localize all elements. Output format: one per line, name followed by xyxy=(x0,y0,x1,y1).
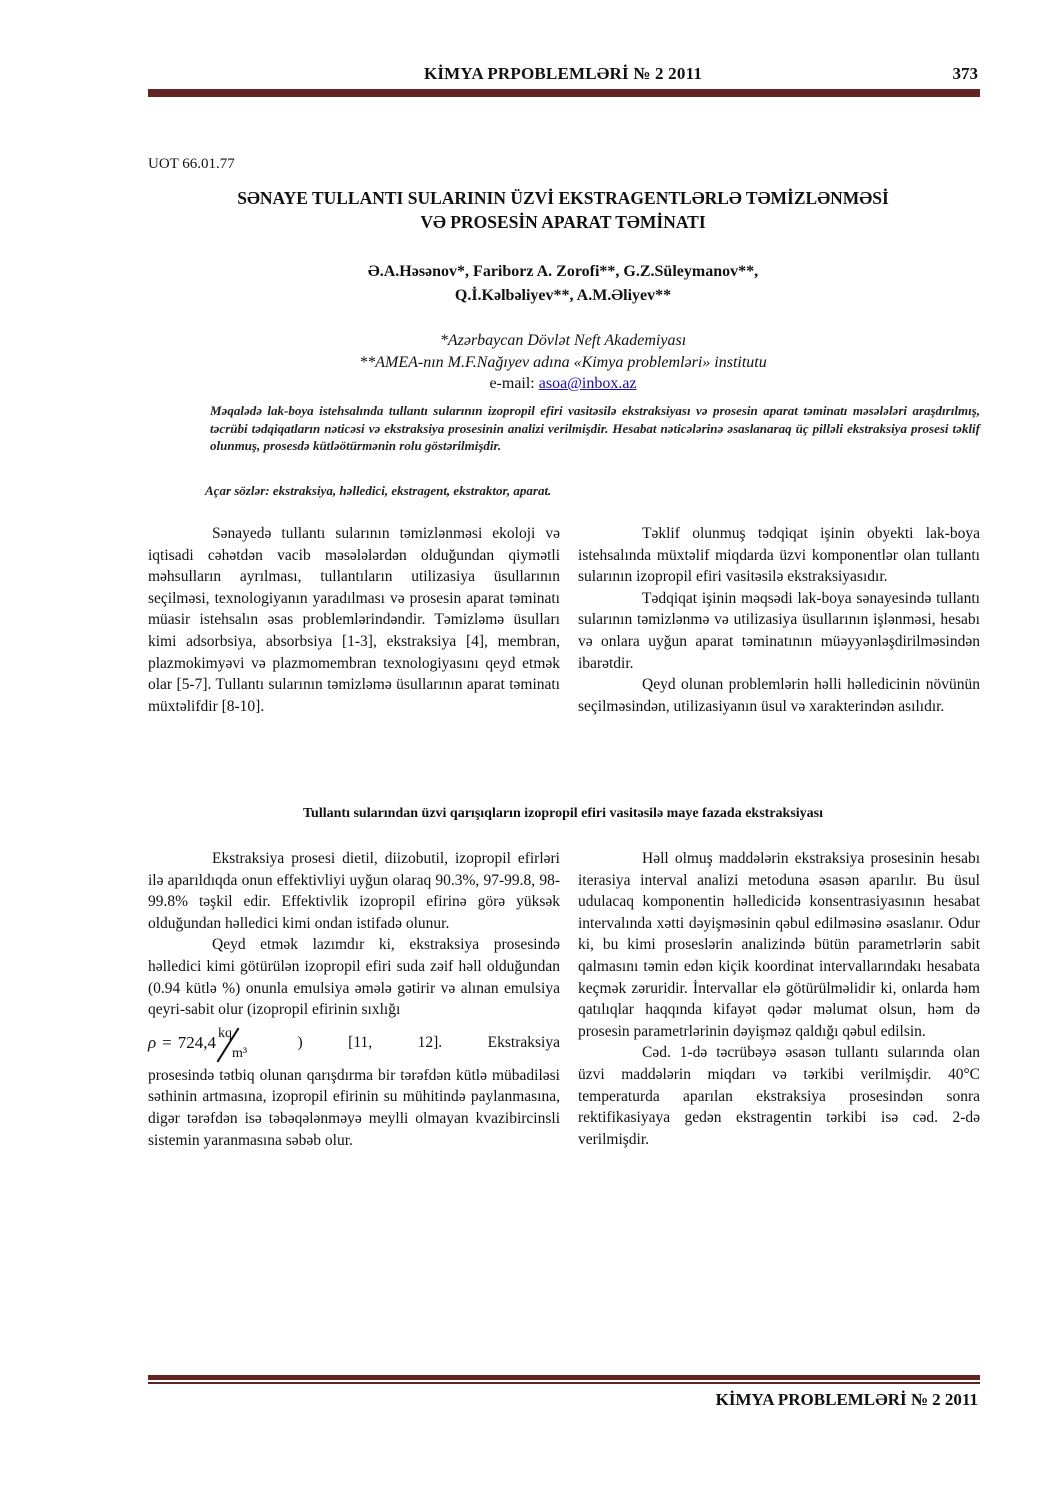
density-formula-line xyxy=(148,1021,560,1065)
paragraph: Qeyd etmək lazımdır ki, ekstraksiya prosesində həlledici kimi götürülən izopropil efiri suda zəif həll olduğundan (0.94 kütlə %) onunla emulsiya əmələ gətirir və alınan emulsiya qeyri-sabit olur (izopropil efirinin sıxlığı xyxy=(148,936,560,1019)
title-line: VƏ PROSESİN APARAT TƏMİNATI xyxy=(420,212,706,232)
unit-denominator: m³ xyxy=(232,1045,248,1061)
authors xyxy=(148,260,978,308)
footer-rule-thick xyxy=(148,1375,980,1380)
email-link[interactable]: asoa@inbox.az xyxy=(538,375,637,392)
article-title xyxy=(148,186,978,234)
paragraph: Ekstraksiya prosesi dietil, diizobutil, izopropil efirləri ilə aparıldıqda onun effektivliyi uyğun olaraq 90.3%, 97-99.8, 98-99.8% təşkil edir. Effektivlik izopropil efirinə görə yüksək olduğundan həlledici kimi ondan istifadə olunur. xyxy=(148,850,560,932)
paragraph: Tədqiqat işinin məqsədi lak-boya sənayesində tullantı sularının təmizlənmə və utilizasiya üsullarının işlənməsi, hesabı və onlara uyğun aparat təminatının müəyyənləşdirilməsindən ibarətdir. xyxy=(578,589,980,672)
section-left-column xyxy=(148,848,560,1151)
formula-value: 724,4 xyxy=(177,1032,217,1052)
email-label: e-mail: xyxy=(489,375,535,392)
unit-numerator: kq xyxy=(218,1025,233,1041)
affiliations xyxy=(148,330,978,374)
page-number: 373 xyxy=(952,64,978,83)
paragraph: Cəd. 1-də təcrübəyə əsasən tullantı sularında olan üzvi maddələrin miqdarı və tərkibi verilmişdir. 40°C temperaturda aparılan ekstraksiya prosesindən sonra rektifikasiyaya gedən ekstragentin tərkibi isə cəd. 2-də verilmişdir. xyxy=(578,1044,980,1148)
running-footer-journal: KİMYA PROBLEMLƏRİ № 2 2011 xyxy=(715,1390,978,1409)
density-formula xyxy=(148,1023,252,1063)
title-line: SƏNAYE TULLANTI SULARININ ÜZVİ EKSTRAGENTLƏRLƏ TƏMİZLƏNMƏSİ xyxy=(237,188,889,208)
intro-right-column xyxy=(578,523,980,717)
paragraph: prosesində tətbiq olunan qarışdırma bir tərəfdən kütlə mübadiləsi səthinin artmasına, izopropil efirinin su mühitində paylanmasına, digər tərəfdən isə təbəqələnməyə meylli olmayan kvazibircinsli sistemin yaranmasına səbəb olur. xyxy=(148,1066,560,1149)
paragraph: Həll olmuş maddələrin ekstraksiya prosesinin hesabı iterasiya interval analizi metoduna əsasən aparılır. Bu üsul udulacaq komponentin həlledicidə konsentrasiyasının hesabat intervalında xətti dəyişməsinin qəbul edilməsinə əsaslanır. Odur ki, bu kimi proseslərin analizində bütün parametrlərin sabit qalmasını təmin edən kiçik koordinat intervallarındakı hesabata keçmək zəruridir. İntervallar elə götürülməlidir ki, onlarda həm qatılıqlar haqqında kifayət qədər məlumat olsun, həm də prosesin parametrlərinin dəyişməz qaldığı qəbul edilsin. xyxy=(578,850,980,1040)
formula-rho: ρ xyxy=(148,1032,157,1052)
footer-rule-thin xyxy=(148,1382,980,1384)
running-header-journal: KİMYA PRPOBLEMLƏRİ № 2 2011 xyxy=(423,64,703,83)
paragraph: Qeyd olunan problemlərin həlli həlledicinin növünün seçilməsindən, utilizasiyanın üsul və xarakterindən asılıdır. xyxy=(578,676,980,715)
affiliation: *Azərbaycan Dövlət Neft Akademiyası xyxy=(439,332,687,349)
continuation-word: Ekstraksiya xyxy=(487,1033,560,1051)
udc-code: UOT 66.01.77 xyxy=(148,156,235,172)
paragraph: Sənayedə tullantı sularının təmizlənməsi ekoloji və iqtisadi cəhətdən vacib məsələlərdən olduğundan qiymətli məhsulların ayrılması, tullantıların utilizasiya üsullarının seçilməsi, texnologiyanın yaradılması və prosesin aparat təminatı müasir istehsalın əsas problemlərindəndir. Təmizləmə üsulları kimi adsorbsiya, absorbsiya [1-3], ekstraksiya [4], membran, plazmokimyəvi və plazmomembran texnologiyasını qeyd etmək olar [5-7]. Tullantı sularının təmizləmə üsullarının aparat təminatı müxtəlifdir [8-10]. xyxy=(148,525,560,715)
keywords-text: ekstraksiya, həlledici, ekstragent, ekstraktor, aparat. xyxy=(269,483,552,498)
authors-line: Q.İ.Kəlbəliyev**, A.M.Əliyev** xyxy=(454,287,672,304)
keywords xyxy=(205,483,985,499)
formula-close-paren: ) xyxy=(297,1033,303,1051)
affiliation: **AMEA-nın M.F.Nağıyev adına «Kimya problemləri» institutu xyxy=(359,354,767,371)
formula-unit xyxy=(218,1023,252,1063)
abstract: Məqalədə lak-boya istehsalında tullantı sularının izopropil efiri vasitəsilə ekstraksiyası və prosesin aparat təminatı məsələləri araşdırılmış, təcrübi tədqiqatların nəticəsi və ekstraksiya prosesinin analizi verilmişdir. Hesabat nəticələrinə əsaslanaraq üç pilləli ekstraksiya prosesi təklif olunmuş, prosesdə kütləötürmənin rolu göstərilmişdir. xyxy=(210,403,980,453)
intro-left-column xyxy=(148,523,560,717)
authors-line: Ə.A.Həsənov*, Fariborz A. Zorofi**, G.Z.Süleymanov**, xyxy=(367,263,759,280)
keywords-label: Açar sözlər: xyxy=(205,483,270,498)
reference: [11, xyxy=(348,1033,373,1051)
reference: 12]. xyxy=(417,1033,443,1051)
header-rule xyxy=(148,89,980,97)
formula-equals: = xyxy=(162,1032,172,1052)
section-heading: Tullantı sularından üzvi qarışıqların izopropil efiri vasitəsilə maye fazada ekstraksiyası xyxy=(303,806,823,821)
paragraph: Təklif olunmuş tədqiqat işinin obyekti lak-boya istehsalında müxtəlif miqdarda üzvi komponentlər olan tullantı sularının izopropil efiri vasitəsilə ekstraksiyasıdır. xyxy=(578,525,980,586)
section-right-column xyxy=(578,848,980,1150)
email-line xyxy=(148,375,978,393)
